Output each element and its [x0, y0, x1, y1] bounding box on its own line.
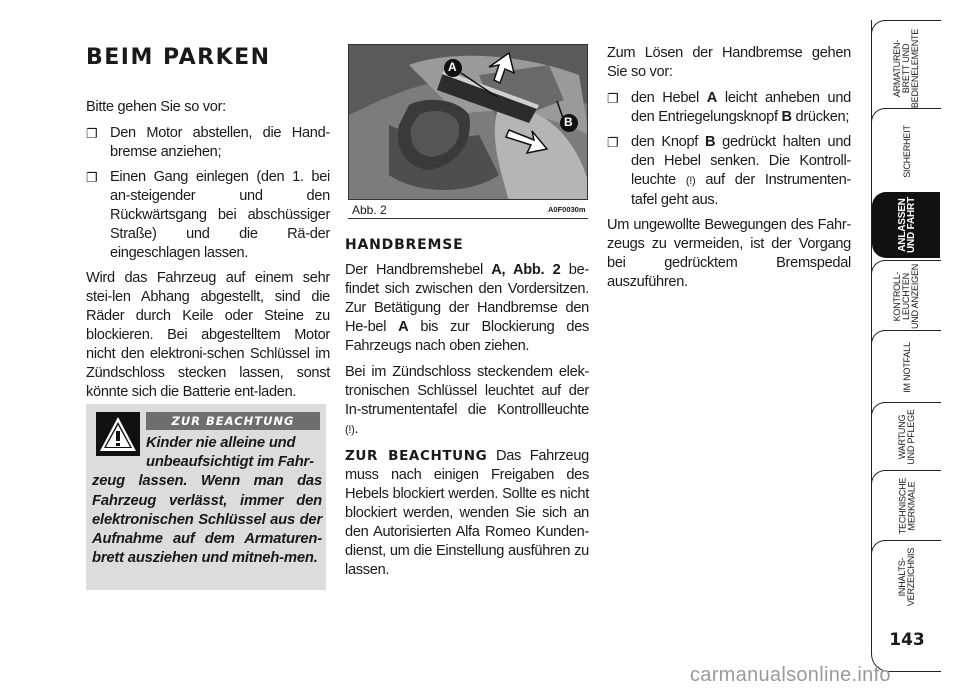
figure-rule — [348, 218, 588, 219]
figure-label-b: B — [564, 115, 573, 129]
text-run: Der Handbremshebel — [345, 262, 492, 278]
text-run: A — [398, 319, 409, 335]
section-title: BEIM PARKEN — [86, 45, 271, 70]
section-title: HANDBREMSE — [345, 237, 464, 253]
text-run: den Hebel — [631, 90, 707, 106]
text-run: A, Abb. 2 — [491, 262, 561, 278]
text-run: bis zur Blockierung des Fahrzeugs nach oben ziehen. — [345, 319, 590, 354]
text-run: B — [704, 134, 716, 150]
list-item — [86, 168, 330, 263]
page-number: 143 — [889, 630, 925, 650]
text-run: drücken; — [791, 109, 850, 125]
text-run: Das Fahrzeug muss nach einigen Freigaben des Hebels blockiert werden. Sollte es nicht blockiert werden, wenden Sie sich an den Autorisierten Alfa Romeo Kunden-dienst, um die Einstellung ausführen zu lassen. — [345, 448, 589, 578]
text-run: B — [781, 109, 792, 125]
tab-technische-merkmale[interactable] — [872, 474, 942, 538]
list-item-text — [631, 133, 851, 210]
tab-anlassen-und-fahrt[interactable] — [872, 192, 942, 258]
tab-label: ANLASSEN UND FAHRT — [896, 197, 917, 253]
body-paragraph: Wird das Fahrzeug auf einem sehr stei-len Abhang abgestellt, sind die Räder durch Keile oder Steine zu blockieren. Bei abgestelltem Motor nicht den elektroni-schen Schlüssel im Zündschloss stecken lassen, sonst könnte sich die Batterie ent-laden. — [86, 270, 330, 400]
tab-label: IM NOTFALL — [901, 341, 912, 393]
warning-line: unbeaufsichtigt im Fahr- — [146, 454, 314, 471]
tab-label: INHALTS- VERZEICHNIS — [897, 547, 916, 607]
text-run: . — [354, 421, 359, 437]
text-run: leicht anheben und den Entriegelungsknopf — [631, 90, 851, 125]
warning-line: Kinder nie alleine und — [146, 435, 296, 451]
intro-text: Zum Lösen der Handbremse gehen Sie so vor: — [607, 45, 851, 80]
body-paragraph — [345, 363, 589, 440]
figure-label-a: A — [448, 60, 457, 74]
tab-label: WARTUNG UND PFLEGE — [896, 409, 916, 465]
text-run: A — [706, 90, 718, 106]
list-item-text: Den Motor abstellen, die Hand-bremse anziehen; — [110, 125, 330, 160]
list-item — [607, 133, 851, 210]
text-run: ZUR BEACHTUNG — [345, 448, 488, 464]
body-paragraph — [345, 447, 589, 580]
tab-kontrollleuchten[interactable] — [872, 264, 942, 328]
checkbox-bullet-icon: ❐ — [607, 135, 619, 150]
warning-box — [86, 404, 326, 590]
warning-light-icon: (!) — [685, 175, 696, 187]
watermark: carmanualsonline.info — [690, 664, 891, 686]
text-run: auf der Instrumenten-tafel geht aus. — [631, 172, 851, 208]
list-item-text — [631, 89, 851, 127]
intro-text: Bitte gehen Sie so vor: — [86, 99, 226, 115]
middle-column — [345, 236, 589, 587]
tab-label: ARMATUREN- BRETT UND BEDIENELEMENTE — [892, 28, 921, 108]
list-item — [607, 89, 851, 127]
text-run: Bei im Zündschloss steckendem elek-tronischen Schlüssel leuchtet auf der In-strumententafel die Kontrollleuchte — [345, 364, 589, 418]
warning-body: zeug lassen. Wenn man das Fahrzeug verlässt, immer den elektronischen Schlüssel aus der Aufnahme auf dem Armaturen-brett ausziehen und mitneh-men. — [92, 473, 322, 567]
checkbox-bullet-icon: ❐ — [607, 91, 619, 106]
text-run: gedrückt halten und den Hebel senken. Die Kontroll-leuchte — [631, 134, 851, 188]
tab-label: TECHNISCHE MERKMALE — [896, 477, 916, 535]
right-column — [607, 44, 851, 299]
tab-im-notfall[interactable] — [872, 334, 942, 400]
checkbox-bullet-icon: ❐ — [86, 170, 98, 185]
list-item-text: Einen Gang einlegen (den 1. bei an-steigender und den Rückwärtsgang bei abschüssiger Straße) und die Rä-der eingeschlagen lassen. — [110, 169, 330, 261]
text-run: be-findet sich zwischen den Vordersitzen. Zur Betätigung der Handbremse den He-bel — [345, 262, 589, 335]
handbrake-figure — [348, 44, 588, 200]
text-run: den Knopf — [631, 134, 705, 150]
warning-light-icon: (!) — [345, 424, 355, 436]
body-paragraph — [345, 261, 589, 356]
tab-sicherheit[interactable] — [872, 116, 942, 186]
tab-armaturenbrett[interactable] — [872, 30, 942, 106]
figure-caption: Abb. 2 — [352, 203, 387, 217]
warning-header: ZUR BEACHTUNG — [146, 412, 320, 430]
left-column — [86, 44, 330, 409]
warning-text — [92, 434, 322, 568]
tab-label: KONTROLL- LEUCHTEN UND ANZEIGEN — [892, 263, 921, 329]
list-item — [86, 124, 330, 162]
tab-inhaltsverzeichnis[interactable] — [872, 544, 942, 610]
tab-label: SICHERHEIT — [901, 124, 912, 178]
figure-code: A0F0030m — [548, 205, 586, 214]
tab-wartung-und-pflege[interactable] — [872, 406, 942, 468]
checkbox-bullet-icon: ❐ — [86, 126, 98, 141]
body-paragraph: Um ungewollte Bewegungen des Fahr-zeugs zu vermeiden, ist der Vorgang bei gedrücktem Bremspedal auszuführen. — [607, 217, 851, 290]
